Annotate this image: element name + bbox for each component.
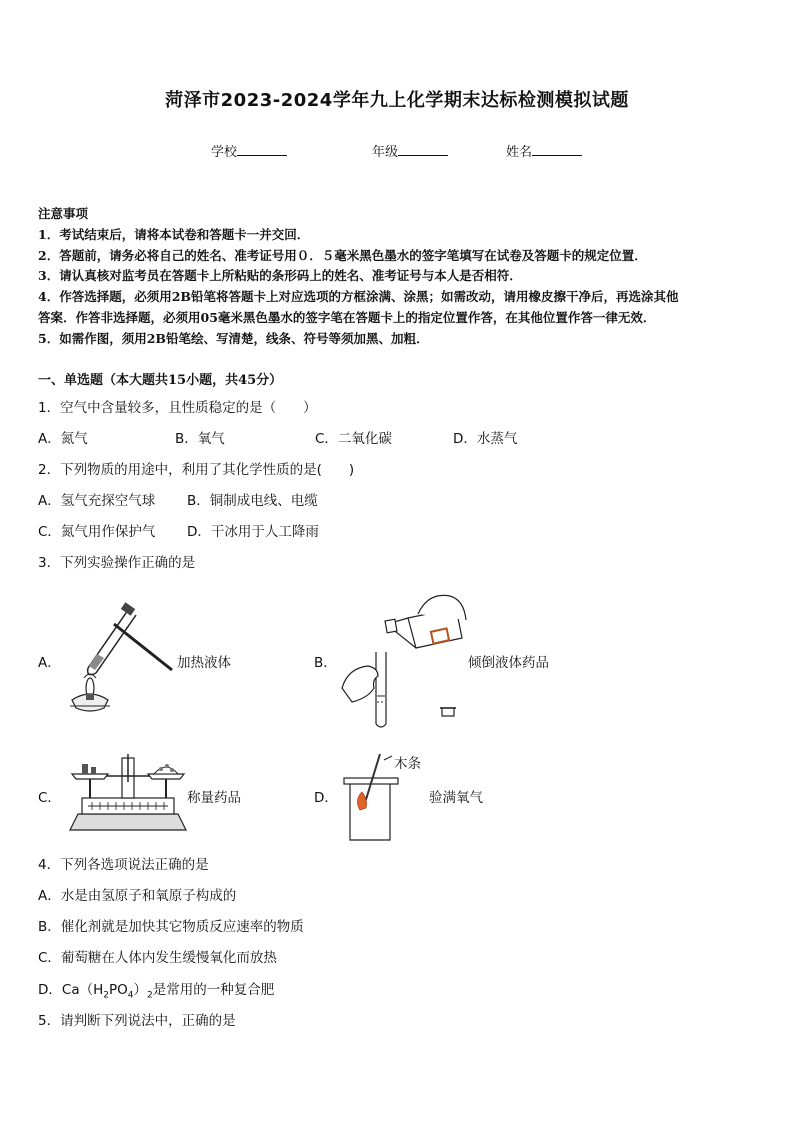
q4-d-po: PO [108,982,128,998]
weighing-balance-figure [68,752,188,834]
q1-stem: 1．空气中含量较多，且性质稳定的是（ ） [38,400,317,416]
q3-option-b-text: 倾倒液体药品 [468,655,549,671]
section-heading: 一、单选题（本大题共15小题，共45分） [38,373,283,388]
q3-option-d-stick-label: 木条 [394,756,421,772]
q1-option-a: A．氮气 [38,431,88,447]
grade-blank [398,143,448,156]
q4-d-prefix: D．Ca（H [38,982,104,998]
q5-stem: 5．请判断下列说法中，正确的是 [38,1013,236,1029]
school-field [211,141,287,160]
note-item-4-cont: 答案．作答非选择题，必须用05毫米黑色墨水的签字笔在答题卡上的指定位置作答，在其他位置作答一律无效． [38,310,656,325]
q4-option-c: C．葡萄糖在人体内发生缓慢氧化而放热 [38,950,277,966]
name-blank [532,143,582,156]
q3-option-c-label: C． [38,790,61,806]
q4-stem: 4．下列各选项说法正确的是 [38,857,209,873]
q4-d-sub-group: 2 [147,990,153,1001]
q1-option-c: C．二氧化碳 [315,431,392,447]
q3-option-c-text: 称量药品 [187,790,241,806]
q1-option-d: D．水蒸气 [453,431,518,447]
name-label: 姓名 [506,145,533,160]
q3-option-a-label: A． [38,655,61,671]
q3-option-b-label: B． [314,655,337,671]
q3-option-d-label: D． [314,790,338,806]
school-blank [237,143,287,156]
q3-option-d-text: 验满氧气 [429,790,483,806]
q1-option-b: B．氧气 [175,431,225,447]
note-item-3: 3．请认真核对监考员在答题卡上所粘贴的条形码上的姓名、准考证号与本人是否相符． [38,268,522,283]
pouring-liquid-figure [338,588,468,728]
note-item-4: 4．作答选择题，必须用2B铅笔将答题卡上对应选项的方框涂满、涂黑；如需改动，请用橡皮擦干净后，再选涂其他 [38,289,679,304]
q4-d-suffix: 是常用的一种复合肥 [152,982,275,998]
q4-option-a: A．水是由氢原子和氧原子构成的 [38,888,237,904]
grade-field [372,141,448,160]
q4-option-d [38,978,274,1001]
name-field [506,141,582,160]
note-item-5: 5．如需作图，须用2B铅笔绘、写清楚，线条、符号等须加黑、加粗． [38,331,429,346]
q2-stem: 2．下列物质的用途中，利用了其化学性质的是( ) [38,462,355,478]
notes-heading: 注意事项 [38,206,89,221]
q2-option-c: C．氮气用作保护气 [38,524,156,540]
grade-label: 年级 [372,145,399,160]
school-label: 学校 [211,145,238,160]
q2-option-b: B．铜制成电线、电缆 [187,493,318,509]
q2-option-a: A．氢气充探空气球 [38,493,156,509]
note-item-2: 2．答题前，请务必将自己的姓名、准考证号用０．５毫米黑色墨水的签字笔填写在试卷及答题卡的规定位置． [38,248,647,263]
q2-option-d: D．干冰用于人工降雨 [187,524,319,540]
q4-option-b: B．催化剂就是加快其它物质反应速率的物质 [38,919,304,935]
oxygen-test-figure [340,748,440,844]
q4-d-sub-o: 4 [127,990,134,1001]
q4-d-close: ） [133,982,147,998]
q3-stem: 3．下列实验操作正确的是 [38,555,196,571]
q3-option-a-text: 加热液体 [177,655,231,671]
note-item-1: 1．考试结束后，请将本试卷和答题卡一并交回． [38,227,310,242]
page-title: 菏泽市2023-2024学年九上化学期末达标检测模拟试题 [165,90,629,111]
q4-d-sub-h: 2 [103,990,109,1001]
heating-liquid-figure [62,600,177,718]
